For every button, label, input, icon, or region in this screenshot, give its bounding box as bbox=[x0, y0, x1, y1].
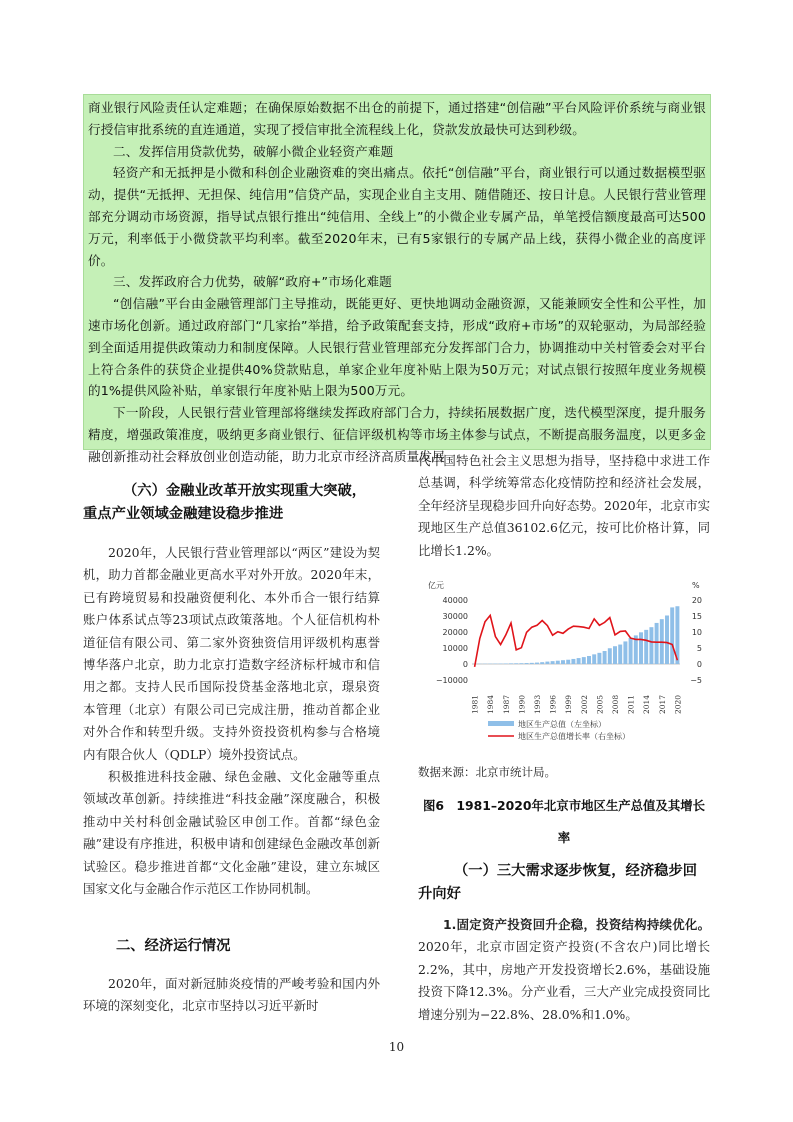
box-paragraph-4: 下一阶段，人民银行营业管理部将继续发挥政府部门合力，持续拓展数据广度，迭代模型深度，提升服务精度，增强政策准度，吸纳更多商业银行、征信评级机构等市场主体参与试点，不断提高服务温度，以更多金融创新推动社会释放创业创造动能，助力北京市经济高质量发展 bbox=[88, 405, 706, 464]
gdp-bar bbox=[644, 630, 648, 664]
gdp-bar bbox=[525, 663, 529, 664]
gdp-bar bbox=[629, 638, 633, 664]
gdp-bar bbox=[582, 657, 586, 664]
left-tick-label: 30000 bbox=[442, 612, 468, 621]
left-tick-label: 40000 bbox=[442, 596, 468, 605]
left-paragraph-3: 2020年，面对新冠肺炎疫情的严峻考验和国内外环境的深刻变化，北京市坚持以习近平新时 bbox=[83, 976, 380, 1014]
right-tick-label: 5 bbox=[696, 644, 702, 653]
legend-bar-swatch bbox=[488, 721, 514, 726]
right-paragraph-top: 代中国特色社会主义思想为指导，坚持稳中求进工作总基调，科学统筹常态化疫情防控和经济社会发展，全年经济呈现稳步回升向好态势。2020年，北京市实现地区生产总值36102.6亿元，按可比价格计算，同比增长1.2%。 bbox=[418, 453, 710, 558]
gdp-chart bbox=[418, 568, 710, 763]
box-paragraph-1: 商业银行风险责任认定难题；在确保原始数据不出仓的前提下，通过搭建“创信融”平台风险评价系统与商业银行授信审批系统的直连通道，实现了授信审批全流程线上化，贷款发放最快可达到秒级。 bbox=[88, 100, 706, 137]
gdp-bar bbox=[509, 663, 513, 664]
gdp-bar bbox=[655, 623, 659, 664]
gdp-bar bbox=[556, 661, 560, 664]
left-tick-label: 0 bbox=[462, 660, 468, 669]
gdp-chart-svg bbox=[418, 568, 710, 763]
gdp-bar bbox=[571, 659, 575, 664]
right-tick-label: 10 bbox=[691, 628, 702, 637]
gdp-bar bbox=[530, 663, 534, 664]
chart-source: 数据来源：北京市统计局。 bbox=[418, 765, 556, 779]
left-column-bottom bbox=[83, 973, 380, 1018]
gdp-bar bbox=[592, 654, 596, 664]
right-column-top bbox=[418, 450, 710, 562]
gdp-bar bbox=[608, 648, 612, 664]
x-tick-label: 1990 bbox=[517, 694, 527, 714]
gdp-bar bbox=[665, 615, 669, 664]
x-tick-label: 1984 bbox=[486, 694, 496, 714]
gdp-bar bbox=[540, 662, 544, 664]
x-tick-label: 2014 bbox=[642, 694, 652, 714]
gdp-bar bbox=[649, 627, 653, 664]
figure-caption: 图6 1981–2020年北京市地区生产总值及其增长率 bbox=[422, 798, 706, 845]
x-tick-label: 1993 bbox=[533, 694, 542, 714]
x-tick-label: 2002 bbox=[579, 694, 589, 714]
right-column-bottom bbox=[418, 860, 710, 1026]
x-tick-label: 2017 bbox=[657, 694, 667, 714]
x-tick-label: 2011 bbox=[626, 694, 636, 714]
x-tick-label: 2005 bbox=[595, 694, 605, 714]
section-2-title: 二、经济运行情况 bbox=[116, 938, 231, 954]
gdp-bar bbox=[597, 653, 601, 664]
x-tick-label: 1996 bbox=[548, 694, 558, 714]
subsection-1a-title: 1.固定资产投资回升企稳，投资结构持续优化。 bbox=[443, 917, 710, 932]
subsection-1-title: （一）三大需求逐步恢复，经济稳步回升向好 bbox=[418, 863, 698, 902]
gdp-bar bbox=[561, 660, 565, 664]
gdp-bar bbox=[504, 663, 508, 664]
gdp-bar bbox=[613, 646, 617, 664]
legend-bar-label: 地区生产总值（左坐标） bbox=[518, 720, 606, 729]
box-heading-3: 三、发挥政府合力优势，破解“政府+”市场化难题 bbox=[113, 274, 392, 290]
left-axis-unit: 亿元 bbox=[428, 581, 444, 590]
legend-line-label: 地区生产总值增长率（右坐标） bbox=[518, 732, 630, 741]
gdp-bar bbox=[577, 658, 581, 664]
gdp-bar bbox=[587, 656, 591, 664]
gdp-bar bbox=[670, 607, 674, 664]
gdp-bar bbox=[618, 645, 622, 664]
page-number: 10 bbox=[388, 1040, 405, 1054]
right-tick-label: −5 bbox=[690, 676, 702, 685]
gdp-bar bbox=[603, 651, 607, 664]
gdp-bar bbox=[623, 641, 627, 664]
x-tick-label: 1987 bbox=[501, 694, 511, 714]
gdp-bar bbox=[566, 660, 570, 664]
right-paragraph-bottom: 2020年，北京市固定资产投资(不含农户)同比增长2.2%，其中，房地产开发投资增长2.6%，基础设施投资下降12.3%。分产业看，三大产业完成投资同比增速分别为−22.8%、28.0%和1.0%。 bbox=[418, 939, 710, 1022]
gdp-bar bbox=[535, 663, 539, 664]
right-axis-unit: % bbox=[692, 581, 700, 590]
left-tick-label: 20000 bbox=[442, 628, 468, 637]
case-study-box bbox=[83, 94, 711, 464]
gdp-bar bbox=[514, 663, 518, 664]
box-paragraph-2: 轻资产和无抵押是小微和科创企业融资难的突出痛点。依托“创信融”平台，商业银行可以通过数据模型驱动，提供“无抵押、无担保、纯信用”信贷产品，实现企业自主支用、随借随还、按日计息。人民银行营业管理部充分调动市场资源，指导试点银行推出“纯信用、全线上”的小微企业专属产品，单笔授信额度最高可达500万元，利率低于小微贷款平均利率。截至2020年末，已有5家银行的专属产品上线，获得小微企业的高度评价。 bbox=[88, 165, 706, 268]
left-paragraph-1: 2020年，人民银行营业管理部以“两区”建设为契机，助力首都金融业更高水平对外开放。2020年末，已有跨境贸易和投融资便利化、本外币合一银行结算账户体系试点等23项试点政策落地。个人征信机构朴道征信有限公司、第二家外资独资信用评级机构惠誉博华落户北京，助力北京打造数字经济标杆城市和信用之都。支持人民币国际投贷基金落地北京，璟泉资本管理（北京）有限公司已完成注册，推动首都企业对外合作和转型升级。支持外资投资机构参与合格境内有限合伙人（QDLP）境外投资试点。 bbox=[83, 545, 380, 762]
x-tick-label: 1981 bbox=[470, 694, 480, 714]
right-tick-label: 0 bbox=[696, 660, 702, 669]
right-tick-label: 15 bbox=[691, 612, 702, 621]
left-tick-label: 10000 bbox=[442, 644, 468, 653]
gdp-bar bbox=[519, 663, 523, 664]
gdp-bar bbox=[639, 632, 643, 664]
box-heading-2: 二、发挥信用贷款优势，破解小微企业轻资产难题 bbox=[113, 143, 394, 159]
left-paragraph-2: 积极推进科技金融、绿色金融、文化金融等重点领域改革创新。持续推进“科技金融”深度融合，积极推动中关村科创金融试验区申创工作。首都“绿色金融”建设有序推进，积极申请和创建绿色金融改革创新试验区。稳步推进首都“文化金融”建设，建立东城区国家文化与金融合作示范区工作协同机制。 bbox=[83, 769, 380, 897]
gdp-bar bbox=[551, 661, 555, 664]
left-tick-label: −10000 bbox=[435, 676, 468, 685]
left-column bbox=[83, 480, 380, 901]
gdp-bar bbox=[545, 662, 549, 664]
section-6-title: （六）金融业改革开放实现重大突破，重点产业领域金融建设稳步推进 bbox=[83, 483, 367, 522]
right-tick-label: 20 bbox=[691, 596, 702, 605]
x-tick-label: 2020 bbox=[673, 694, 683, 714]
x-tick-label: 2008 bbox=[611, 694, 620, 714]
x-tick-label: 1999 bbox=[564, 694, 574, 714]
box-paragraph-3: “创信融”平台由金融管理部门主导推动，既能更好、更快地调动金融资源，又能兼顾安全性和公平性，加速市场化创新。通过政府部门“几家抬”举措，给予政策配套支持，形成“政府+市场”的双轮驱动，为局部经验到全面适用提供政策动力和制度保障。人民银行营业管理部充分发挥部门合力，协调推动中关村管委会对平台上符合条件的获贷企业提供40%贷款贴息，单家企业年度补贴上限为50万元；对试点银行按照年度业务规模的1%提供风险补贴，单家银行年度补贴上限为500万元。 bbox=[88, 296, 706, 399]
